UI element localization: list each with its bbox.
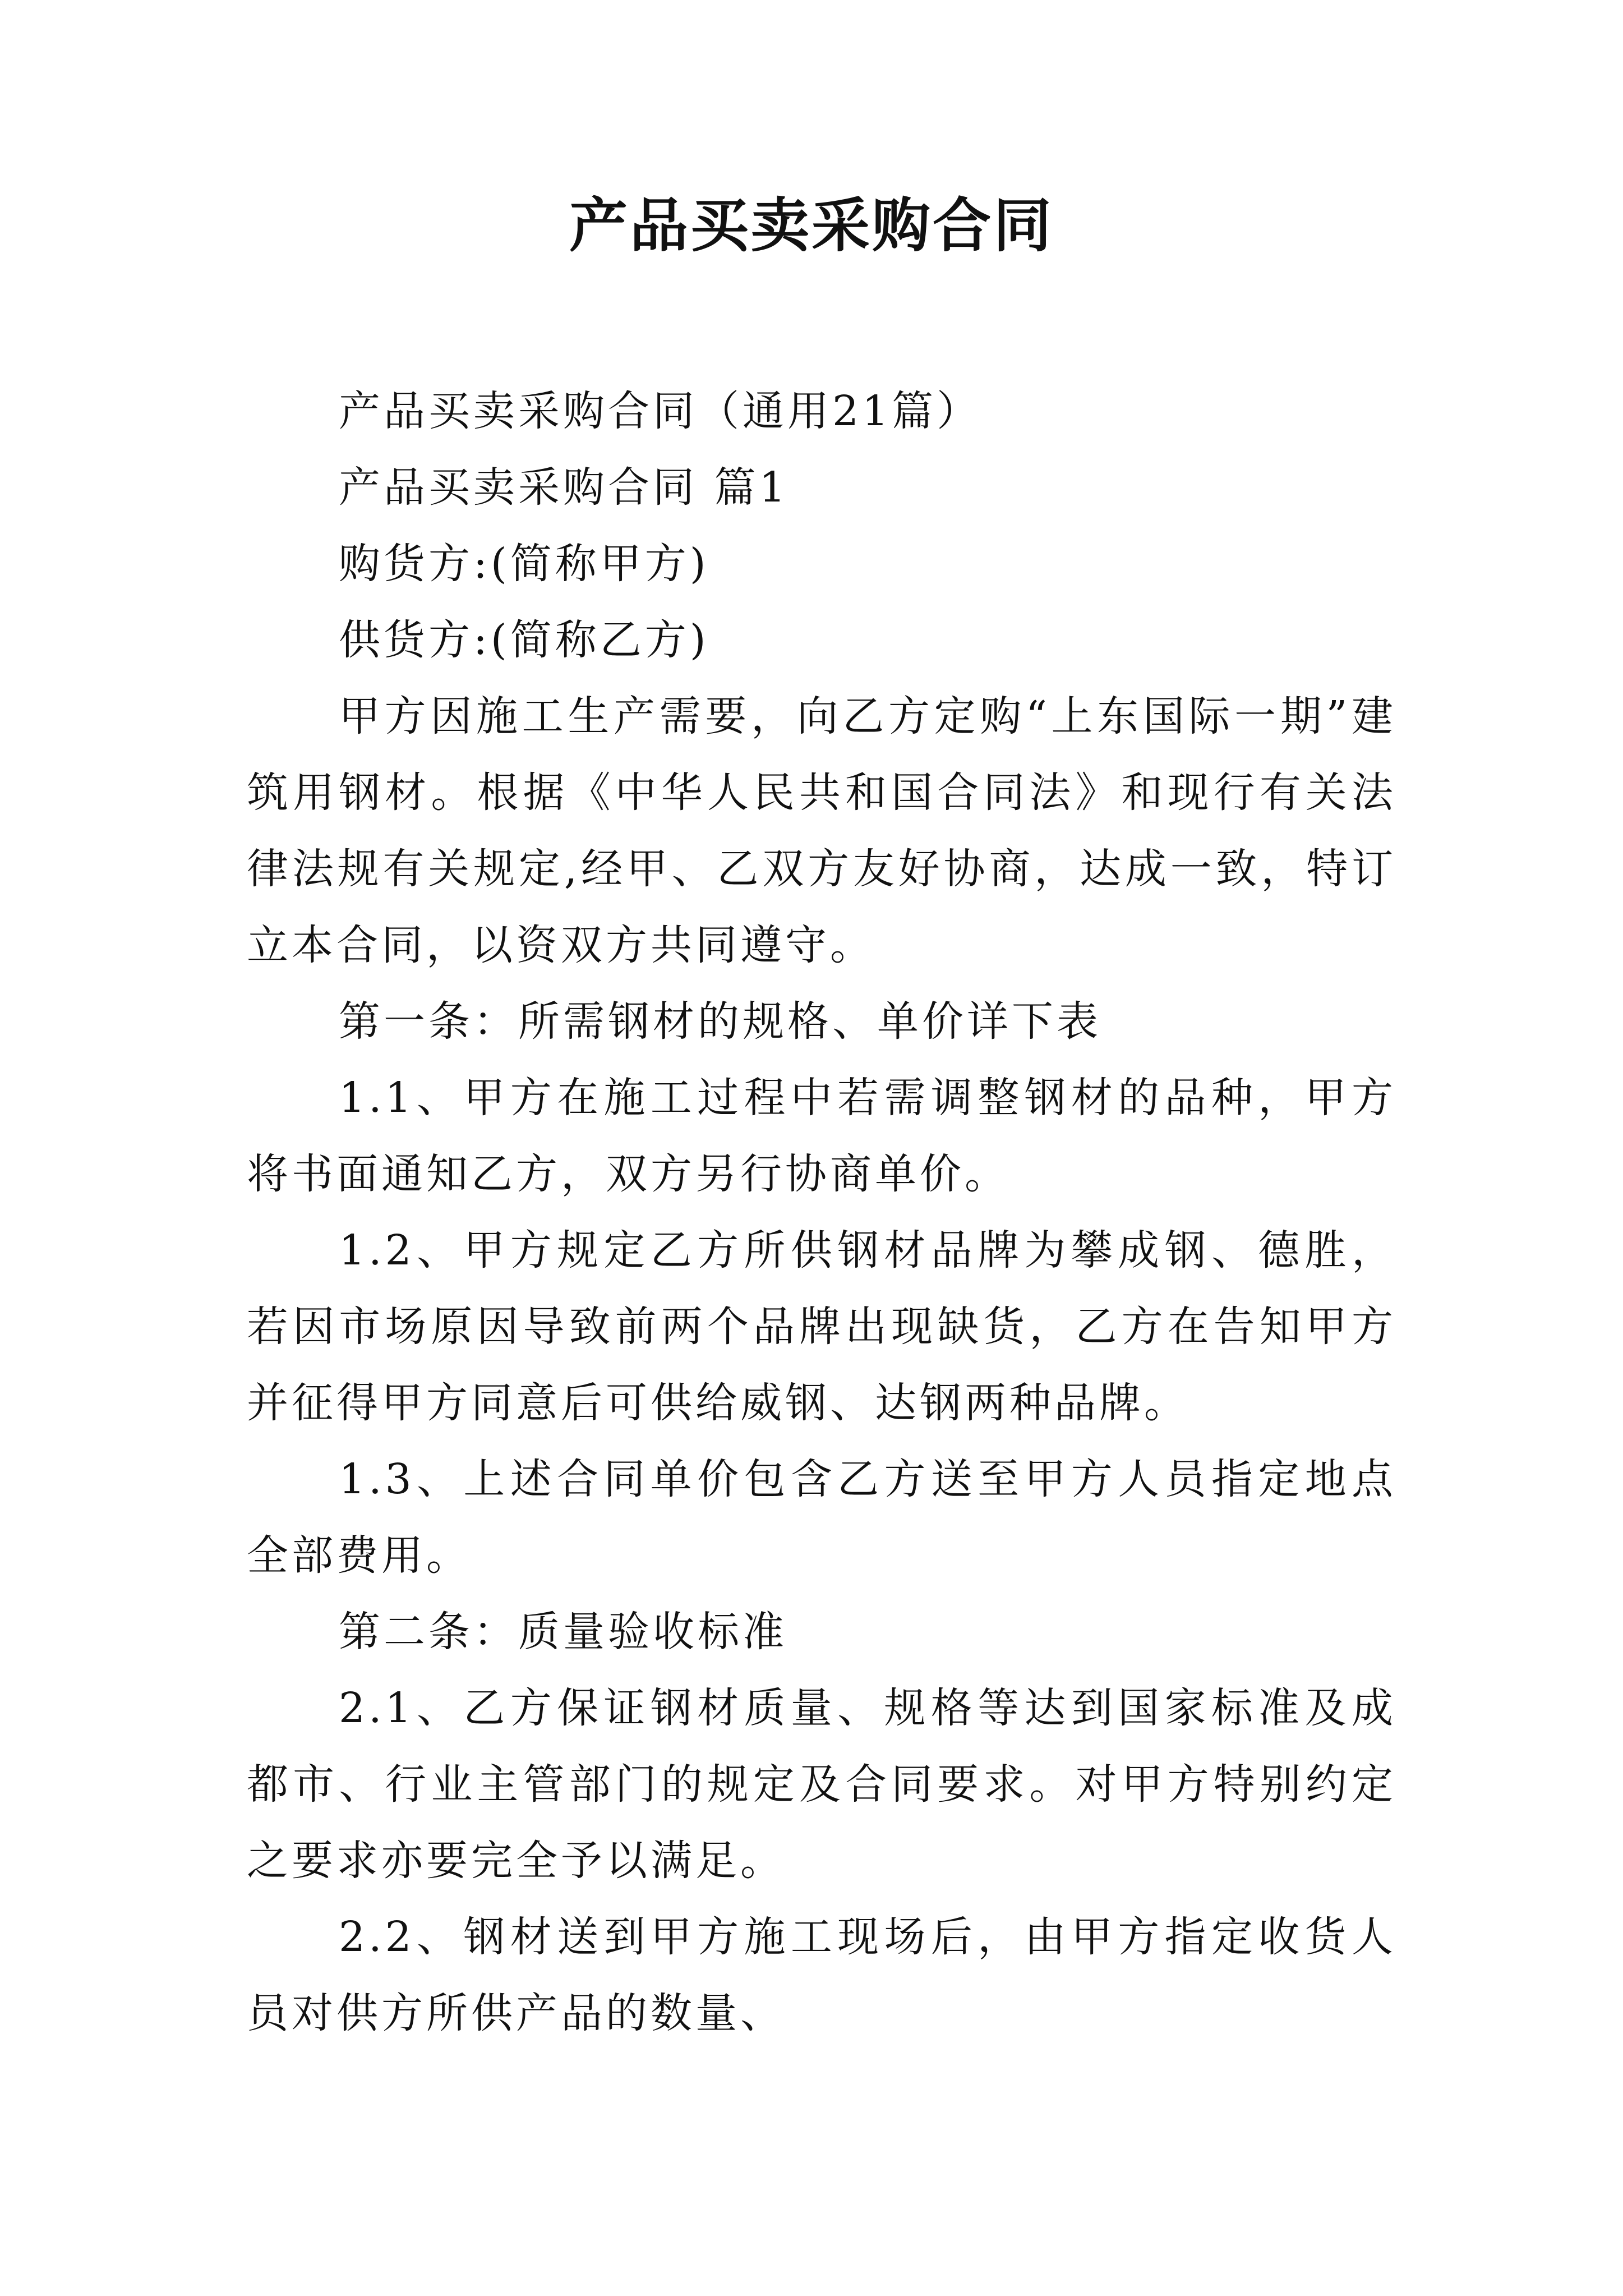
paragraph-clause-1-2: 1.2、甲方规定乙方所供钢材品牌为攀成钢、德胜，若因市场原因导致前两个品牌出现缺货，乙方在告知甲方并征得甲方同意后可供给威钢、达钢两种品牌。: [247, 1226, 1396, 1427]
paragraph-article-2: 第二条：质量验收标准: [339, 1608, 787, 1656]
document-title: 产品买卖采购合同: [569, 191, 1054, 260]
paragraph-clause-1-1: 1.1、甲方在施工过程中若需调整钢材的品种，甲方将书面通知乙方，双方另行协商单价。: [247, 1074, 1396, 1198]
paragraph-clause-2-1: 2.1、乙方保证钢材质量、规格等达到国家标准及成都市、行业主管部门的规定及合同要求。对甲方特别约定之要求亦要完全予以满足。: [247, 1684, 1396, 1885]
paragraph-clause-1-3: 1.3、上述合同单价包含乙方送至甲方人员指定地点全部费用。: [247, 1455, 1396, 1580]
paragraph-supplier: 供货方:(简称乙方): [339, 616, 709, 664]
paragraph-chapter-heading: 产品买卖采购合同 篇1: [339, 463, 789, 512]
paragraph-clause-2-2: 2.2、钢材送到甲方施工现场后，由甲方指定收货人员对供方所供产品的数量、: [247, 1913, 1396, 2037]
paragraph-subtitle: 产品买卖采购合同（通用21篇）: [339, 387, 982, 435]
document-body: [247, 373, 1396, 2051]
paragraph-preamble: 甲方因施工生产需要，向乙方定购“上东国际一期”建筑用钢材。根据《中华人民共和国合同法》和现行有关法律法规有关规定,经甲、乙双方友好协商，达成一致，特订立本合同，以资双方共同遵守。: [247, 692, 1396, 969]
paragraph-article-1: 第一条：所需钢材的规格、单价详下表: [339, 997, 1101, 1046]
paragraph-buyer: 购货方:(简称甲方): [339, 540, 709, 588]
